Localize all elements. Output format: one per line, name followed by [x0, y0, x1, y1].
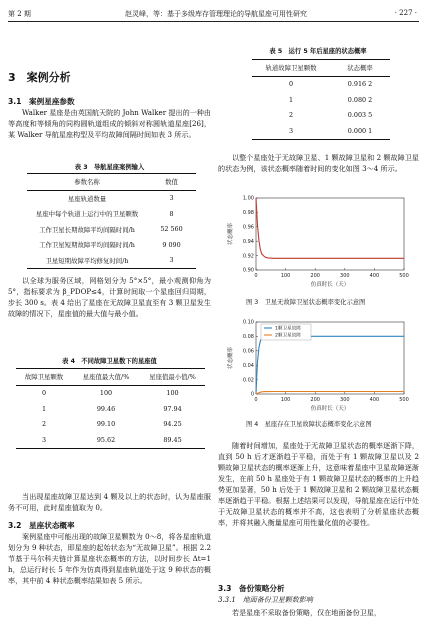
fig4-x-tick-label: 500: [399, 397, 409, 403]
table-4-cell: 3: [41, 435, 47, 444]
table-5-cell: 3: [288, 126, 294, 135]
fig3-x-tick-label: 200: [310, 273, 320, 279]
section-3-title: 3 案例分析: [8, 71, 71, 84]
table-4-cell: 97.94: [163, 404, 182, 413]
section-3-1-paragraph: Walker 星座是由英国航天院的 John Walker 提出的一种由等高度和等倾角的同构圆轨道组成的倾斜对称圆轨道星座[26]，某 Walker 导航星座构型及平均故障间隔时间如表 3 所示。: [8, 108, 211, 139]
table-3-caption: 表 3 导航星座案例输入: [74, 164, 145, 171]
table-3-cell: 3: [169, 194, 174, 203]
table-3-cell: 星座轨道数量: [67, 194, 107, 203]
table-3-header: 参数名称: [74, 178, 100, 187]
fig3-y-tick-label: 0.94: [242, 238, 254, 245]
table-5-header: 轨道故障卫星颗数: [265, 64, 317, 73]
fig4-y-tick-label: 0.02: [242, 377, 254, 384]
section-3-3-title: 3.3 备份策略分析: [218, 584, 285, 593]
table-3: [27, 173, 196, 269]
section-3-2-title: 3.2 星座状态概率: [8, 521, 75, 530]
fig3-series-line-1: [256, 198, 404, 258]
fig3-x-axis-label: 仿真时长（天）: [310, 282, 350, 288]
table-5-header: 状态概率: [347, 64, 373, 73]
figure-4-caption: 图 4 星座存在卫星故障状态概率变化示意图: [246, 421, 372, 428]
table-3-cell: 9 090: [162, 240, 181, 249]
figure-3-caption: 图 3 卫星无故障卫星状态概率变化示意图: [246, 299, 366, 306]
table-4-cell: 100: [99, 389, 113, 398]
fig3-x-tick-label: 400: [369, 273, 380, 279]
fig3-y-tick-label: 0.96: [242, 224, 254, 231]
table-5-caption: 表 5 运行 5 年后星座的状态概率: [269, 48, 367, 55]
fig4-y-tick-label: 0.08: [242, 334, 254, 341]
table-4-cell: 100: [166, 389, 179, 398]
table-3-cell: 工作卫星短期故障平均间隔时间/h: [39, 241, 135, 250]
fig4-x-tick-label: 0: [254, 397, 258, 403]
paragraph-unavailable: 当出现星座故障卫星达到 4 颗及以上的状态时，认为星座服务不可用，此时星座值取为 0。: [8, 492, 211, 512]
table-3-cell: 工作卫星长期故障平均间隔时间/h: [39, 225, 135, 234]
fig3-y-tick-label: 0.90: [242, 267, 254, 274]
paragraph-grid-setup: 以全球为服务区域，网格划分为 5°×5°，最小观测仰角为 5°，指标要求为 β_PDOP≤4，计算时间取一个星座回归周期，步长 300 s。表 4 给出了星座在无故障卫星直至有 3 颗卫星发生故障的情况下，星座值的最大值与最小值。: [8, 276, 211, 318]
fig3-plot-frame: [256, 198, 404, 270]
fig4-legend-label: 1颗卫星故障: [275, 326, 301, 332]
table-4: [16, 368, 205, 449]
table-5-cell: 0.003 5: [347, 111, 373, 120]
table-4-cell: 0: [41, 389, 47, 398]
table-5: [252, 59, 390, 140]
fig4-legend-label: 2颗卫星故障: [275, 333, 301, 339]
fig4-y-tick-label: 0: [250, 391, 254, 398]
fig4-x-tick-label: 300: [340, 397, 350, 403]
fig4-y-axis-label: 状态概率: [228, 346, 234, 370]
table-5-cell: 0: [288, 80, 294, 89]
fig3-x-tick-label: 0: [254, 273, 258, 279]
table-4-cell: 99.10: [96, 420, 116, 429]
fig3-x-tick-label: 300: [340, 273, 350, 279]
header-rule: [8, 21, 419, 22]
table-5-cell: 0.000 1: [347, 126, 373, 135]
fig4-y-tick-label: 0.04: [242, 362, 254, 369]
table-4-header: 故障卫星颗数: [24, 373, 64, 382]
page-number: · 227 ·: [394, 9, 417, 17]
fig4-series-line-1: [256, 336, 404, 394]
fig3-x-tick-label: 100: [280, 273, 291, 279]
fig3-y-tick-label: 0.98: [242, 210, 254, 217]
fig4-series-line-2: [256, 392, 404, 395]
table-4-cell: 2: [41, 420, 47, 429]
fig3-y-tick-label: 0.92: [242, 253, 254, 260]
table-5-cell: 2: [288, 111, 294, 120]
fig3-x-tick-label: 500: [399, 273, 409, 279]
section-3-2-paragraph: 案例星座中可能出现的故障卫星颗数为 0～8，将各星座轨道划分为 9 种状态，即星座的起始状态为“无故障卫星”。根据 2.2 节基于马尔科夫链计算星座状态概率的方法，以时间步长 Δt=1 h，总运行时长 5 年作为仿真得到星座轨道处于这 9 种状态的概率，其中前 4 种状态概率结果如表 5 所示。: [8, 532, 211, 585]
paragraph-figure-intro: 以整个星座处于无故障卫星、1 颗故障卫星和 2 颗故障卫星的状态为例，该状态概率随着时间的变化如图 3～4 所示。: [218, 153, 419, 173]
fig4-y-tick-label: 0.10: [242, 319, 254, 326]
running-header-left: 第 2 期: [8, 10, 31, 18]
table-3-cell: 52 560: [160, 225, 183, 234]
table-3-cell: 卫星短期故障平均修复时间/h: [45, 256, 129, 265]
table-5-cell: 0.080 2: [347, 95, 373, 104]
table-3-header: 数值: [165, 178, 178, 187]
table-4-header: 星座值最小值/%: [149, 373, 196, 382]
section-3-3-1-paragraph: 若是星座不采取备份策略，仅在地面备份卫星，: [232, 608, 381, 617]
figure-4-chart: [226, 318, 414, 414]
table-4-cell: 1: [41, 404, 47, 413]
figure-3-chart: [226, 194, 414, 290]
table-3-cell: 3: [169, 256, 174, 265]
table-4-header: 星座值最大值/%: [82, 373, 130, 382]
section-3-1-title: 3.1 案例星座参数: [8, 97, 75, 106]
table-5-cell: 1: [288, 95, 294, 104]
table-3-cell: 星座中每个轨道上运行中的卫星颗数: [35, 210, 139, 219]
table-3-cell: 8: [169, 209, 174, 218]
fig4-x-tick-label: 200: [310, 397, 320, 403]
fig3-y-axis-label: 状态概率: [228, 222, 234, 246]
table-4-cell: 89.45: [163, 435, 182, 444]
table-5-cell: 0.916 2: [347, 80, 373, 89]
section-3-3-1-title: 3.3.1 地面备份卫星颗数影响: [218, 596, 313, 604]
fig4-x-axis-label: 仿真时长（天）: [310, 406, 350, 412]
paragraph-analysis: 随着时间增加，星座处于无故障卫星状态的概率逐渐下降，直到 50 h 后才逐渐趋于平稳，而处于有 1 颗故障卫星以及 2 颗故障卫星状态的概率逐渐上升，这意味着星座中卫星故障逐渐发生，在前 50 h 星座处于有 1 颗故障卫星状态的概率的上升趋势更加显著，50 h 后处于 1 颗故障卫星和 2 颗故障卫星状态概率逐渐趋于平稳。根据上述结果可以发现，导航星座在运行中处于无故障卫星状态的概率并不高，这也表明了分析星座状态概率，并将其融入衡量星座可用性量化值的必要性。: [218, 441, 419, 527]
table-4-cell: 95.62: [96, 435, 116, 444]
table-4-cell: 99.46: [96, 404, 116, 413]
running-header-title: 赵灵峰，等：基于多级库存管理理论的导航星座可用性研究: [125, 10, 307, 18]
fig4-y-tick-label: 0.06: [242, 348, 254, 355]
fig4-x-tick-label: 400: [369, 397, 380, 403]
table-4-cell: 94.25: [163, 420, 182, 429]
table-4-caption: 表 4 不同故障卫星数下的星座值: [62, 358, 157, 365]
fig3-y-tick-label: 1.00: [242, 195, 254, 202]
fig4-x-tick-label: 100: [280, 397, 291, 403]
